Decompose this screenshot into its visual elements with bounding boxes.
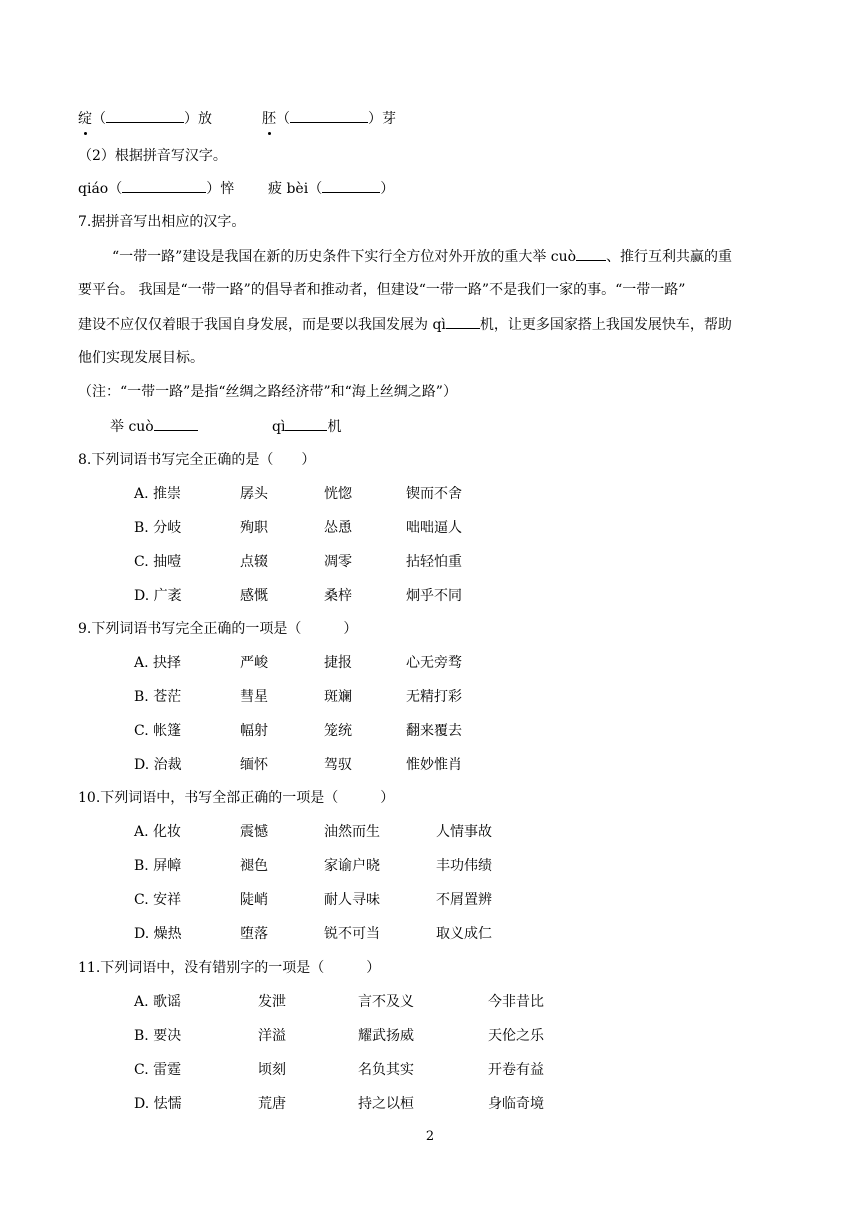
option-word: 开卷有益 bbox=[488, 1062, 544, 1078]
option-word: 凋零 bbox=[324, 554, 352, 570]
paragraph-line-3: 建设不应仅仅着眼于我国自身发展，而是要以我国发展为 qì 机，让更多国家搭上我国发展快车，帮助 bbox=[78, 314, 732, 335]
option-8-a: A. 推崇 bbox=[134, 486, 182, 502]
fill-item-1: 举 cuò bbox=[110, 416, 198, 437]
option-word: 恍惚 bbox=[324, 486, 352, 502]
option-word: 驾驭 bbox=[324, 757, 352, 773]
subquestion-2-label: （2）根据拼音写汉字。 bbox=[78, 148, 227, 164]
option-word: 顷刻 bbox=[258, 1062, 286, 1078]
option-9-c: C. 帐篷 bbox=[134, 723, 182, 739]
answer-blank bbox=[122, 178, 206, 193]
option-word: 取义成仁 bbox=[436, 926, 492, 942]
option-word: 荒唐 bbox=[258, 1096, 286, 1112]
question-11-title: 11.下列词语中，没有错别字的一项是（ ） bbox=[78, 960, 381, 976]
paragraph-line-2: 要平台。 我国是“一带一路”的倡导者和推动者，但建设“一带一路”不是我们一家的事。“一带一路” bbox=[78, 282, 686, 298]
pinyin-item-1: 绽（ ）放 bbox=[78, 108, 212, 129]
option-word: 家谕户晓 bbox=[324, 858, 380, 874]
option-word: 不屑置辨 bbox=[436, 892, 492, 908]
option-word: 严峻 bbox=[240, 655, 268, 671]
option-word: 孱头 bbox=[240, 486, 268, 502]
option-word: 拈轻怕重 bbox=[406, 554, 462, 570]
question-10-title: 10.下列词语中，书写全部正确的一项是（ ） bbox=[78, 790, 395, 806]
option-11-d: D. 怯懦 bbox=[134, 1096, 182, 1112]
pinyin-item-2: 胚（ ）芽 bbox=[262, 108, 396, 129]
option-word: 耀武扬威 bbox=[358, 1028, 414, 1044]
option-word: 殉职 bbox=[240, 520, 268, 536]
paragraph-line-4: 他们实现发展目标。 bbox=[78, 350, 204, 366]
question-9-title: 9.下列词语书写完全正确的一项是（ ） bbox=[78, 621, 358, 637]
option-word: 人情事故 bbox=[436, 824, 492, 840]
option-word: 名负其实 bbox=[358, 1062, 414, 1078]
option-word: 翻来覆去 bbox=[406, 723, 462, 739]
option-word: 桑梓 bbox=[324, 588, 352, 604]
option-word: 丰功伟绩 bbox=[436, 858, 492, 874]
option-word: 捷报 bbox=[324, 655, 352, 671]
paragraph-line-1: “一带一路”建设是我国在新的历史条件下实行全方位对外开放的重大举 cuò 、推行互利共赢的重 bbox=[112, 246, 732, 267]
dotted-char: 胚 bbox=[262, 111, 276, 127]
option-10-a: A. 化妆 bbox=[134, 824, 182, 840]
option-word: 洋溢 bbox=[258, 1028, 286, 1044]
option-word: 惟妙惟肖 bbox=[406, 757, 462, 773]
option-word: 感慨 bbox=[240, 588, 268, 604]
option-word: 油然而生 bbox=[324, 824, 380, 840]
option-word: 陡峭 bbox=[240, 892, 268, 908]
option-8-c: C. 抽噎 bbox=[134, 554, 182, 570]
answer-blank bbox=[106, 108, 184, 123]
question-8-title: 8.下列词语书写完全正确的是（ ） bbox=[78, 452, 316, 468]
write-item-1: qiáo（ ）悴 bbox=[78, 178, 234, 199]
dotted-char: 绽 bbox=[78, 111, 92, 127]
option-word: 锐不可当 bbox=[324, 926, 380, 942]
option-word: 震憾 bbox=[240, 824, 268, 840]
option-10-b: B. 屏幛 bbox=[134, 858, 182, 874]
option-word: 笼统 bbox=[324, 723, 352, 739]
option-8-b: B. 分岐 bbox=[134, 520, 182, 536]
option-8-d: D. 广袤 bbox=[134, 588, 182, 604]
option-word: 无精打彩 bbox=[406, 689, 462, 705]
option-11-b: B. 要决 bbox=[134, 1028, 182, 1044]
option-word: 怂恿 bbox=[324, 520, 352, 536]
option-word: 炯乎不同 bbox=[406, 588, 462, 604]
option-word: 今非昔比 bbox=[488, 994, 544, 1010]
answer-blank bbox=[290, 108, 368, 123]
option-word: 缅怀 bbox=[240, 757, 268, 773]
option-9-a: A. 抉择 bbox=[134, 655, 182, 671]
option-word: 锲而不舍 bbox=[406, 486, 462, 502]
option-word: 发泄 bbox=[258, 994, 286, 1010]
option-word: 咄咄逼人 bbox=[406, 520, 462, 536]
option-9-d: D. 治裁 bbox=[134, 757, 182, 773]
option-word: 点辍 bbox=[240, 554, 268, 570]
option-10-c: C. 安祥 bbox=[134, 892, 182, 908]
option-word: 堕落 bbox=[240, 926, 268, 942]
fill-item-2: qì 机 bbox=[272, 416, 341, 437]
write-item-2: 疲 bèi（ ） bbox=[268, 178, 394, 199]
option-word: 幅射 bbox=[240, 723, 268, 739]
option-word: 身临奇境 bbox=[488, 1096, 544, 1112]
option-word: 持之以桓 bbox=[358, 1096, 414, 1112]
note-line: （注：“一带一路”是指“丝绸之路经济带”和“海上丝绸之路”） bbox=[78, 384, 457, 400]
option-word: 斑斓 bbox=[324, 689, 352, 705]
option-9-b: B. 苍茫 bbox=[134, 689, 182, 705]
option-word: 彗星 bbox=[240, 689, 268, 705]
option-11-c: C. 雷霆 bbox=[134, 1062, 182, 1078]
option-word: 褪色 bbox=[240, 858, 268, 874]
question-7-title: 7.据拼音写出相应的汉字。 bbox=[78, 214, 246, 230]
option-word: 天伦之乐 bbox=[488, 1028, 544, 1044]
answer-blank bbox=[322, 178, 380, 193]
option-word: 耐人寻味 bbox=[324, 892, 380, 908]
option-word: 心无旁骛 bbox=[406, 655, 462, 671]
option-10-d: D. 燥热 bbox=[134, 926, 182, 942]
option-11-a: A. 歌谣 bbox=[134, 994, 182, 1010]
page-number: 2 bbox=[425, 1129, 435, 1144]
option-word: 言不及义 bbox=[358, 994, 414, 1010]
